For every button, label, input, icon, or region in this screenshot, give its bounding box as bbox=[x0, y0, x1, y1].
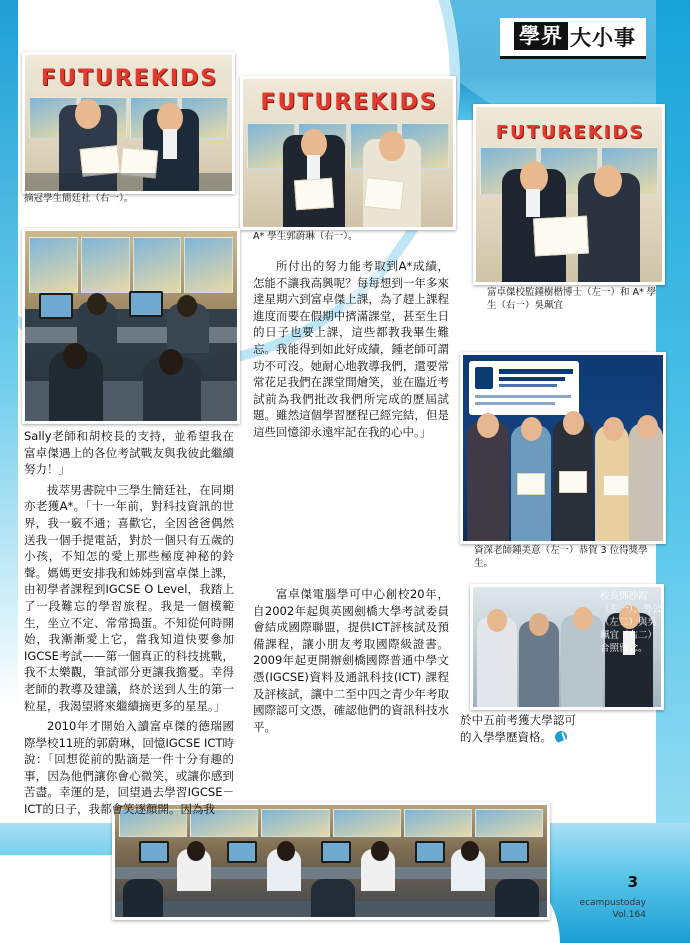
photo5-certificate-1 bbox=[517, 473, 545, 495]
photo4-student-3-head bbox=[63, 343, 87, 369]
photo7-monitor-2 bbox=[227, 841, 257, 863]
left-gradient-rail bbox=[0, 0, 18, 943]
paragraph-col1-1: Sally老師和胡校長的支持，並希望我在富卓傑遇上的各位考試戰友與我彼此繼續努力！」 bbox=[24, 429, 234, 477]
photo6-person-3-head bbox=[573, 607, 593, 630]
photo4-student-2-head bbox=[177, 295, 197, 317]
header-title: 大小事 bbox=[570, 26, 636, 50]
photo5-person-3-head bbox=[563, 411, 584, 435]
photo5-person-5-head bbox=[637, 415, 658, 439]
photo5-person-4-head bbox=[603, 417, 624, 441]
photo-futurekids-sign-3 bbox=[473, 104, 665, 285]
photo4-wall-posters bbox=[29, 237, 233, 291]
photo-cambridge-award-group bbox=[460, 352, 666, 544]
photo5-certificate-3 bbox=[603, 475, 629, 496]
paragraph-col2-1: 所付出的努力能考取到A*成績，怎能不讓我高興呢？每每想到一年多來達星期六到富卓傑上課，為了趕上課程進度而要在假期中擠滿課堂，甚至生日的日子也要上課，這些都教我畢生難忘。我能得到如此好成績，鍾老師可謂功不可沒。她耐心地教導我們，還要常常花足我們在課堂間燴笑，並在臨近考試前為我們批改我們所完成的歷屆試題。雖然這個學習歷程已經完結，但是這些回憶卻永遠牢記在我的心中。」 bbox=[253, 259, 449, 439]
photo7-monitor-4 bbox=[415, 841, 445, 863]
photo7-student-5 bbox=[123, 879, 163, 917]
photo-computer-classroom-students bbox=[22, 228, 240, 424]
caption-photo-5: 資深老師鍾美意（左一）恭賀 3 位得獎學生。 bbox=[474, 545, 648, 569]
photo1-person-left-head bbox=[75, 99, 101, 129]
caption-photo-1: 摘冠學生簡廷社（右一）。 bbox=[24, 193, 134, 204]
photo5-person-1 bbox=[467, 421, 509, 541]
article-column-middle-bottom bbox=[253, 586, 449, 739]
photo7-student-2-head bbox=[277, 841, 295, 861]
photo5-person-1-head bbox=[477, 413, 499, 438]
folio-publication-block bbox=[580, 897, 646, 921]
end-mark-icon bbox=[555, 731, 567, 743]
article-tail bbox=[460, 712, 576, 749]
photo7-student-4-head bbox=[461, 841, 479, 861]
photo7-student-3-head bbox=[371, 841, 389, 861]
publication-volume: Vol.164 bbox=[612, 910, 646, 920]
paragraph-col2-2: 富卓傑電腦學可中心創校20年，自2002年起與英國劍橋大學考試委員會結成國際聯盟，提供ICT評核試及預備課程，讓小朋友考取國際級證書。2009年起更開辦劍橋國際普通中學文憑(IGCSE)資料及通訊科技(ICT) 課程及評核試，讓中二至中四之青少年考取國際認可文憑，確認他們的資訊科技水平。 bbox=[253, 587, 449, 734]
photo7-monitor-5 bbox=[499, 841, 529, 863]
photo2-futurekids-letters: F U T U R E K I D S bbox=[260, 89, 436, 115]
photo-futurekids-sign-1 bbox=[22, 52, 235, 194]
publication-name: ecampustoday bbox=[579, 898, 646, 908]
photo1-foreground-shadow bbox=[25, 173, 232, 191]
article-column-middle-top bbox=[253, 258, 449, 445]
photo5-cambridge-logo-panel bbox=[469, 361, 579, 415]
photo7-student-1-head bbox=[187, 841, 205, 861]
photo7-monitor-3 bbox=[321, 841, 351, 863]
header-badge: 學界 bbox=[514, 22, 568, 50]
photo2-person-right-head bbox=[379, 131, 405, 161]
caption-photo-2: A* 學生郭蔚琳（右一）。 bbox=[253, 231, 358, 242]
paragraph-tail-text: 於中五前考獲大學認可的入學學歷資格。 bbox=[460, 713, 576, 744]
photo2-person-left-shirt bbox=[307, 155, 320, 181]
photo3-person-left-shirt bbox=[526, 189, 540, 217]
page-number: 3 bbox=[627, 873, 638, 891]
photo1-futurekids-letters: F U T U R E K I D S bbox=[40, 65, 217, 91]
photo4-monitor-2 bbox=[129, 291, 163, 317]
photo-futurekids-sign-2 bbox=[240, 76, 456, 230]
photo5-person-2-head bbox=[521, 417, 542, 441]
photo3-certificate bbox=[533, 216, 589, 257]
section-header bbox=[500, 18, 646, 59]
photo6-person-1-head bbox=[487, 609, 507, 632]
photo7-monitor-1 bbox=[139, 841, 169, 863]
paragraph-col1-2: 拔萃男書院中三學生簡廷社，在同期亦老獲A*。「十一年前，對科技資訊的世界，我一竅不通；喜歡它，全因爸爸偶然送我一個手提電話，對於一個只有五歲的小孩，不知怎的愛上那些極度神秘的鈴聲。媽媽更安排我和姊姊到富卓傑上課，由初學者課程到IGCSE O Level，我踏上了一段難忘的學習旅程。我是一個模範生，坐立不定、常常搗蛋。不知從何時開始，我漸漸愛上它，當我知道快要參加IGCSE考試——第一個真正的科技挑戰，我不太樂觀，筆試部分更讓我擔憂。幸得老師的教導及建議，終於送到人生的第一粒星，我渴望將來繼續摘更多的星星。」 bbox=[24, 482, 234, 713]
photo7-student-6 bbox=[311, 879, 355, 917]
caption-photo-3: 富卓傑校監鍾樹楷博士（左一）和 A* 學生（右一）吳珮宜 bbox=[487, 287, 657, 311]
article-column-left bbox=[24, 428, 234, 822]
photo2-certificate-right bbox=[364, 177, 405, 211]
photo3-futurekids-letters: F U T U R E K I D S bbox=[495, 121, 643, 143]
paragraph-col1-3: 2010年才開始入讀富卓傑的德瑞國際學校11班的郭蔚琳，回憶IGCSE ICT時說：「回想從前的點滴是一件十分有趣的事，因為他們讓你會心微笑，或讓你感到苦盡。幸運的是，回望過去學習IGCSE－ICT的日子，我都會笑逐顏開。因為我 bbox=[24, 719, 234, 817]
photo3-person-right-head bbox=[594, 165, 622, 197]
photo7-student-7 bbox=[495, 879, 539, 917]
photo4-monitor-1 bbox=[39, 293, 73, 319]
photo4-student-1-head bbox=[87, 293, 107, 315]
photo5-person-5 bbox=[629, 423, 663, 541]
photo1-person-right-shirt bbox=[163, 129, 177, 159]
photo4-student-4-head bbox=[159, 349, 183, 375]
photo2-certificate-left bbox=[294, 178, 334, 211]
photo6-person-2-head bbox=[529, 613, 549, 636]
caption-photo-6: 校長鄧沙霞（左一）、外公（左二）與吳珮宜（右二）合照留念。 bbox=[600, 591, 662, 654]
photo5-certificate-2 bbox=[559, 471, 587, 493]
